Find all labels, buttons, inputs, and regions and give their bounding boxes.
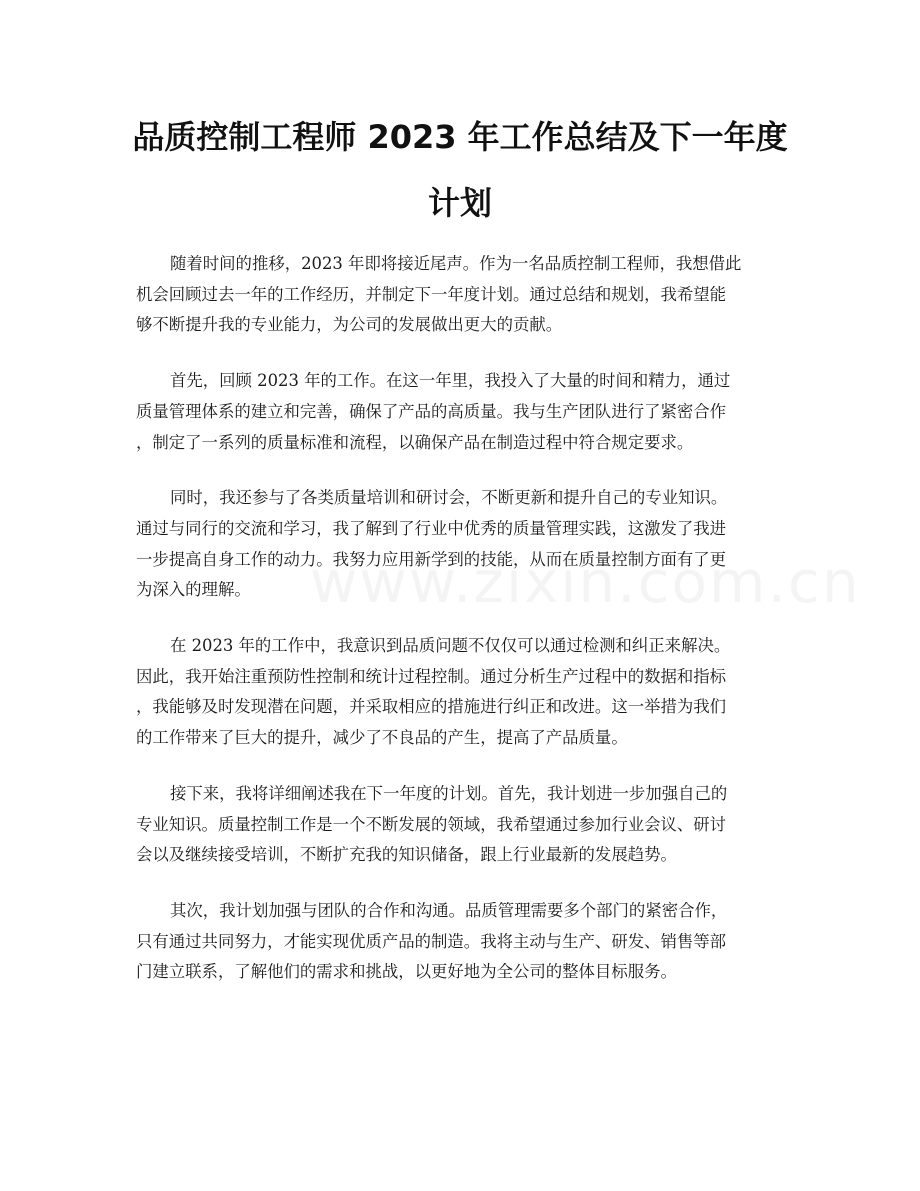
- paragraph-line: 在 2023 年的工作中，我意识到品质问题不仅仅可以通过检测和纠正来解决。: [170, 636, 731, 656]
- document-body: [136, 249, 788, 1013]
- paragraph-line: 随着时间的推移，2023 年即将接近尾声。作为一名品质控制工程师，我想借此: [170, 254, 742, 273]
- paragraph-line: 为深入的理解。: [136, 580, 251, 600]
- paragraph: [136, 366, 788, 458]
- paragraph-line: 首先，回顾 2023 年的工作。在这一年里，我投入了大量的时间和精力，通过: [170, 371, 731, 391]
- paragraph-line: 会以及继续接受培训，不断扩充我的知识储备，跟上行业最新的发展趋势。: [136, 845, 677, 865]
- paragraph: [136, 779, 788, 871]
- paragraph-line: ，制定了一系列的质量标准和流程，以确保产品在制造过程中符合规定要求。: [136, 432, 694, 452]
- paragraph-line: 机会回顾过去一年的工作经历，并制定下一年度计划。通过总结和规划，我希望能: [136, 284, 727, 304]
- paragraph-line: 门建立联系，了解他们的需求和挑战，以更好地为全公司的整体目标服务。: [136, 962, 677, 982]
- paragraph-line: 一步提高自身工作的动力。我努力应用新学到的技能，从而在质量控制方面有了更: [136, 549, 727, 569]
- paragraph-line: 质量管理体系的建立和完善，确保了产品的高质量。我与生产团队进行了紧密合作: [136, 401, 727, 421]
- paragraph-line: 够不断提升我的专业能力，为公司的发展做出更大的贡献。: [136, 315, 563, 335]
- paragraph-line: 因此，我开始注重预防性控制和统计过程控制。通过分析生产过程中的数据和指标: [136, 666, 727, 686]
- paragraph-line: ，我能够及时发现潜在问题，并采取相应的措施进行纠正和改进。这一举措为我们: [136, 697, 727, 717]
- document-title: [120, 104, 800, 236]
- paragraph: [136, 631, 788, 754]
- paragraph: [136, 483, 788, 606]
- paragraph-line: 其次，我计划加强与团队的合作和沟通。品质管理需要多个部门的紧密合作，: [170, 900, 728, 920]
- paragraph-line: 同时，我还参与了各类质量培训和研讨会，不断更新和提升自己的专业知识。: [170, 488, 728, 508]
- title-line: 计划: [427, 184, 492, 222]
- title-line: 品质控制工程师 2023 年工作总结及下一年度: [132, 118, 788, 156]
- paragraph-line: 只有通过共同努力，才能实现优质产品的制造。我将主动与生产、研发、销售等部: [136, 931, 727, 951]
- paragraph: [136, 896, 788, 988]
- paragraph-line: 通过与同行的交流和学习，我了解到了行业中优秀的质量管理实践，这激发了我进: [136, 518, 727, 538]
- paragraph-line: 的工作带来了巨大的提升，减少了不良品的产生，提高了产品质量。: [136, 728, 628, 748]
- paragraph-line: 专业知识。质量控制工作是一个不断发展的领域，我希望通过参加行业会议、研讨: [136, 814, 727, 834]
- paragraph: [136, 249, 788, 341]
- paragraph-line: 接下来，我将详细阐述我在下一年度的计划。首先，我计划进一步加强自己的: [170, 783, 728, 803]
